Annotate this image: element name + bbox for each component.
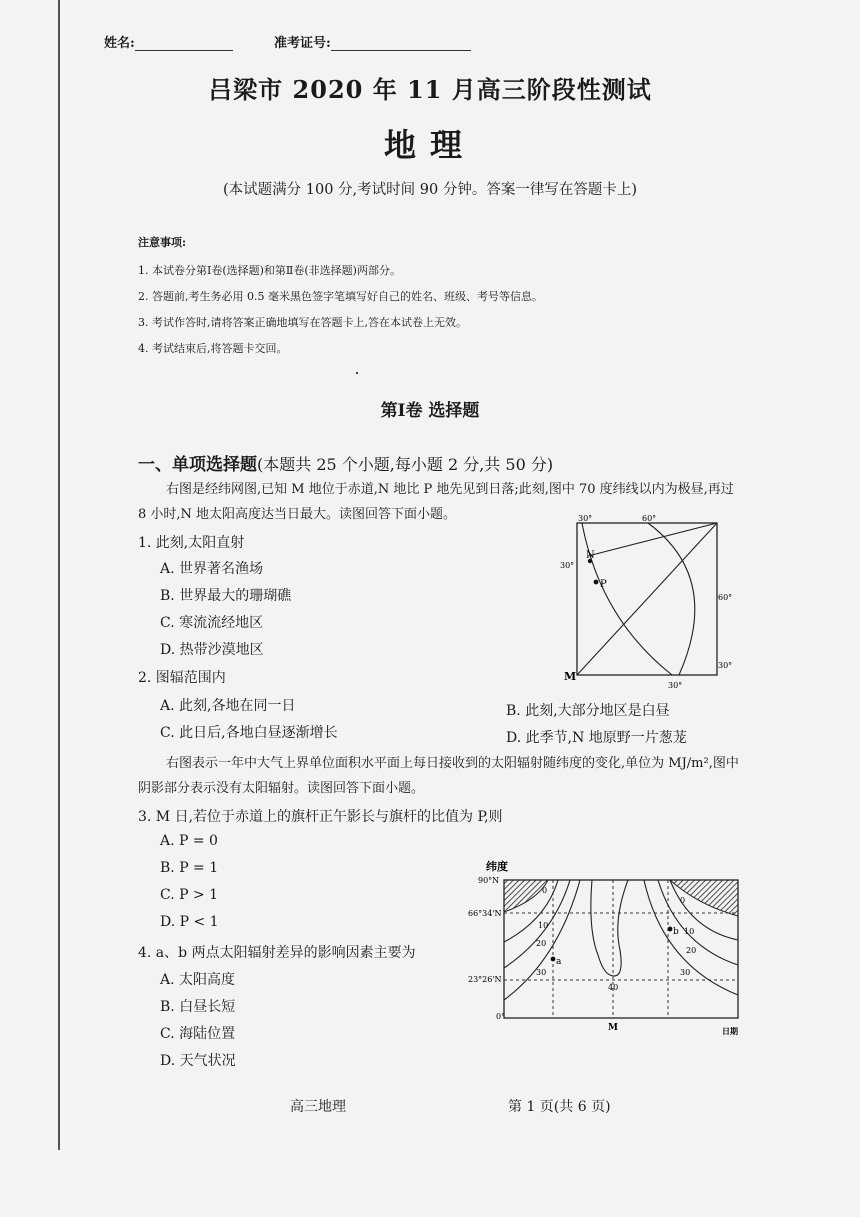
q1-option-a[interactable]: A. 世界著名渔场 — [160, 561, 264, 577]
y-tick-90: 90°N — [478, 876, 500, 885]
q4-stem: 4. a、b 两点太阳辐射差异的影响因素主要为 — [138, 945, 416, 961]
y-tick-0: 0° — [496, 1012, 506, 1021]
page-edge-line — [58, 0, 60, 1150]
isoline-40 — [591, 880, 628, 976]
point-p-dot — [594, 580, 599, 585]
q1-option-d[interactable]: D. 热带沙漠地区 — [160, 642, 264, 658]
radiation-figure — [458, 850, 758, 1040]
q4-option-c[interactable]: C. 海陆位置 — [160, 1026, 236, 1042]
x-mark-m: M — [608, 1023, 618, 1033]
y-tick-66: 66°34'N — [468, 909, 502, 918]
q1-option-b[interactable]: B. 世界最大的珊瑚礁 — [160, 588, 292, 604]
notice-item: 3. 考试作答时,请将答案正确地填写在答题卡上,答在本试卷上无效。 — [138, 316, 467, 329]
shade-left — [504, 880, 548, 912]
contour-label: 20 — [686, 946, 697, 955]
notice-item: 1. 本试卷分第Ⅰ卷(选择题)和第Ⅱ卷(非选择题)两部分。 — [138, 264, 401, 277]
subject-title: 地理 — [383, 126, 476, 164]
upper-meridian — [588, 523, 717, 556]
name-field — [104, 32, 233, 51]
graticule-figure — [550, 508, 740, 693]
footer-page: 第 1 页(共 6 页) — [508, 1099, 611, 1115]
point-a-label: a — [556, 957, 562, 967]
footer-subject: 高三地理 — [290, 1099, 346, 1115]
q1-stem: 1. 此刻,太阳直射 — [138, 535, 245, 551]
contour-label: 10 — [684, 927, 695, 936]
contour-label: 0 — [542, 886, 548, 895]
contour-label: 40 — [608, 983, 619, 992]
intro1-line: 8 小时,N 地太阳高度达当日最大。读图回答下面小题。 — [138, 507, 457, 522]
intro1-line: 右图是经纬网图,已知 M 地位于赤道,N 地比 P 地先见到日落;此刻,图中 70 度纬线以内为极昼,再过 — [166, 482, 734, 497]
point-b-label: b — [673, 927, 679, 937]
q4-option-a[interactable]: A. 太阳高度 — [160, 972, 236, 988]
q2-option-c[interactable]: C. 此日后,各地白昼逐渐增长 — [160, 725, 338, 741]
label-right: 60° — [718, 593, 733, 602]
point-m-label: M — [564, 670, 577, 683]
q3-option-c[interactable]: C. P > 1 — [160, 887, 219, 903]
q1-option-c[interactable]: C. 寒流流经地区 — [160, 615, 264, 631]
contour-label: 30 — [536, 968, 547, 977]
notice-heading: 注意事项: — [138, 236, 187, 249]
arc-60-line — [648, 523, 695, 675]
contour-label: 30 — [680, 968, 691, 977]
q3-option-d[interactable]: D. P < 1 — [160, 914, 219, 930]
q4-option-b[interactable]: B. 白昼长短 — [160, 999, 236, 1015]
section-title: 第Ⅰ卷 选择题 — [380, 401, 480, 421]
q2-option-d[interactable]: D. 此季节,N 地原野一片葱茏 — [506, 730, 687, 746]
exam-title: 吕梁市 2020 年 11 月高三阶段性测试 — [208, 75, 652, 104]
contour-label: 0 — [680, 896, 686, 905]
intro2-line: 右图表示一年中大气上界单位面积水平面上每日接收到的太阳辐射随纬度的变化,单位为 MJ/m²,图中 — [166, 756, 739, 771]
exam-no-field — [274, 32, 471, 51]
part-one-desc: (本题共 25 个小题,每小题 2 分,共 50 分) — [257, 455, 554, 474]
y-axis-title: 纬度 — [486, 860, 508, 873]
point-b-dot — [668, 927, 673, 932]
point-a-dot — [551, 957, 556, 962]
notice-item: 4. 考试结束后,将答题卡交回。 — [138, 342, 288, 355]
q3-stem: 3. M 日,若位于赤道上的旗杆正午影长与旗杆的比值为 P,则 — [138, 809, 503, 825]
exam-no-label: 准考证号: — [274, 36, 331, 51]
point-n-label: N — [586, 550, 595, 561]
q2-option-b[interactable]: B. 此刻,大部分地区是白昼 — [506, 703, 670, 719]
q3-option-a[interactable]: A. P = 0 — [160, 833, 218, 849]
label-top-left: 30° — [578, 514, 593, 523]
label-bottom: 30° — [668, 681, 683, 690]
exam-no-blank[interactable] — [331, 50, 471, 51]
part-one-title: 一、单项选择题 — [138, 455, 257, 475]
label-left: 30° — [560, 561, 575, 570]
x-axis-title: 日期 — [722, 1026, 738, 1036]
q4-option-d[interactable]: D. 天气状况 — [160, 1053, 236, 1069]
y-tick-23: 23°26'N — [468, 975, 502, 984]
contour-label: 20 — [536, 939, 547, 948]
label-top-mid: 60° — [642, 514, 657, 523]
part-one-heading — [138, 450, 553, 475]
speck — [356, 372, 358, 374]
notice-item: 2. 答题前,考生务必用 0.5 毫米黑色签字笔填写好自己的姓名、班级、考号等信息。 — [138, 290, 543, 303]
q2-stem: 2. 图辐范围内 — [138, 670, 226, 686]
exam-subnote: (本试题满分 100 分,考试时间 90 分钟。答案一律写在答题卡上) — [223, 182, 637, 198]
intro2-line: 阴影部分表示没有太阳辐射。读图回答下面小题。 — [138, 781, 425, 796]
name-label: 姓名: — [104, 36, 135, 51]
q2-option-a[interactable]: A. 此刻,各地在同一日 — [160, 698, 296, 714]
label-bottom-right: 30° — [718, 661, 733, 670]
point-p-label: P — [600, 579, 607, 590]
name-blank[interactable] — [135, 50, 233, 51]
q3-option-b[interactable]: B. P = 1 — [160, 860, 219, 876]
contour-label: 10 — [538, 921, 549, 930]
